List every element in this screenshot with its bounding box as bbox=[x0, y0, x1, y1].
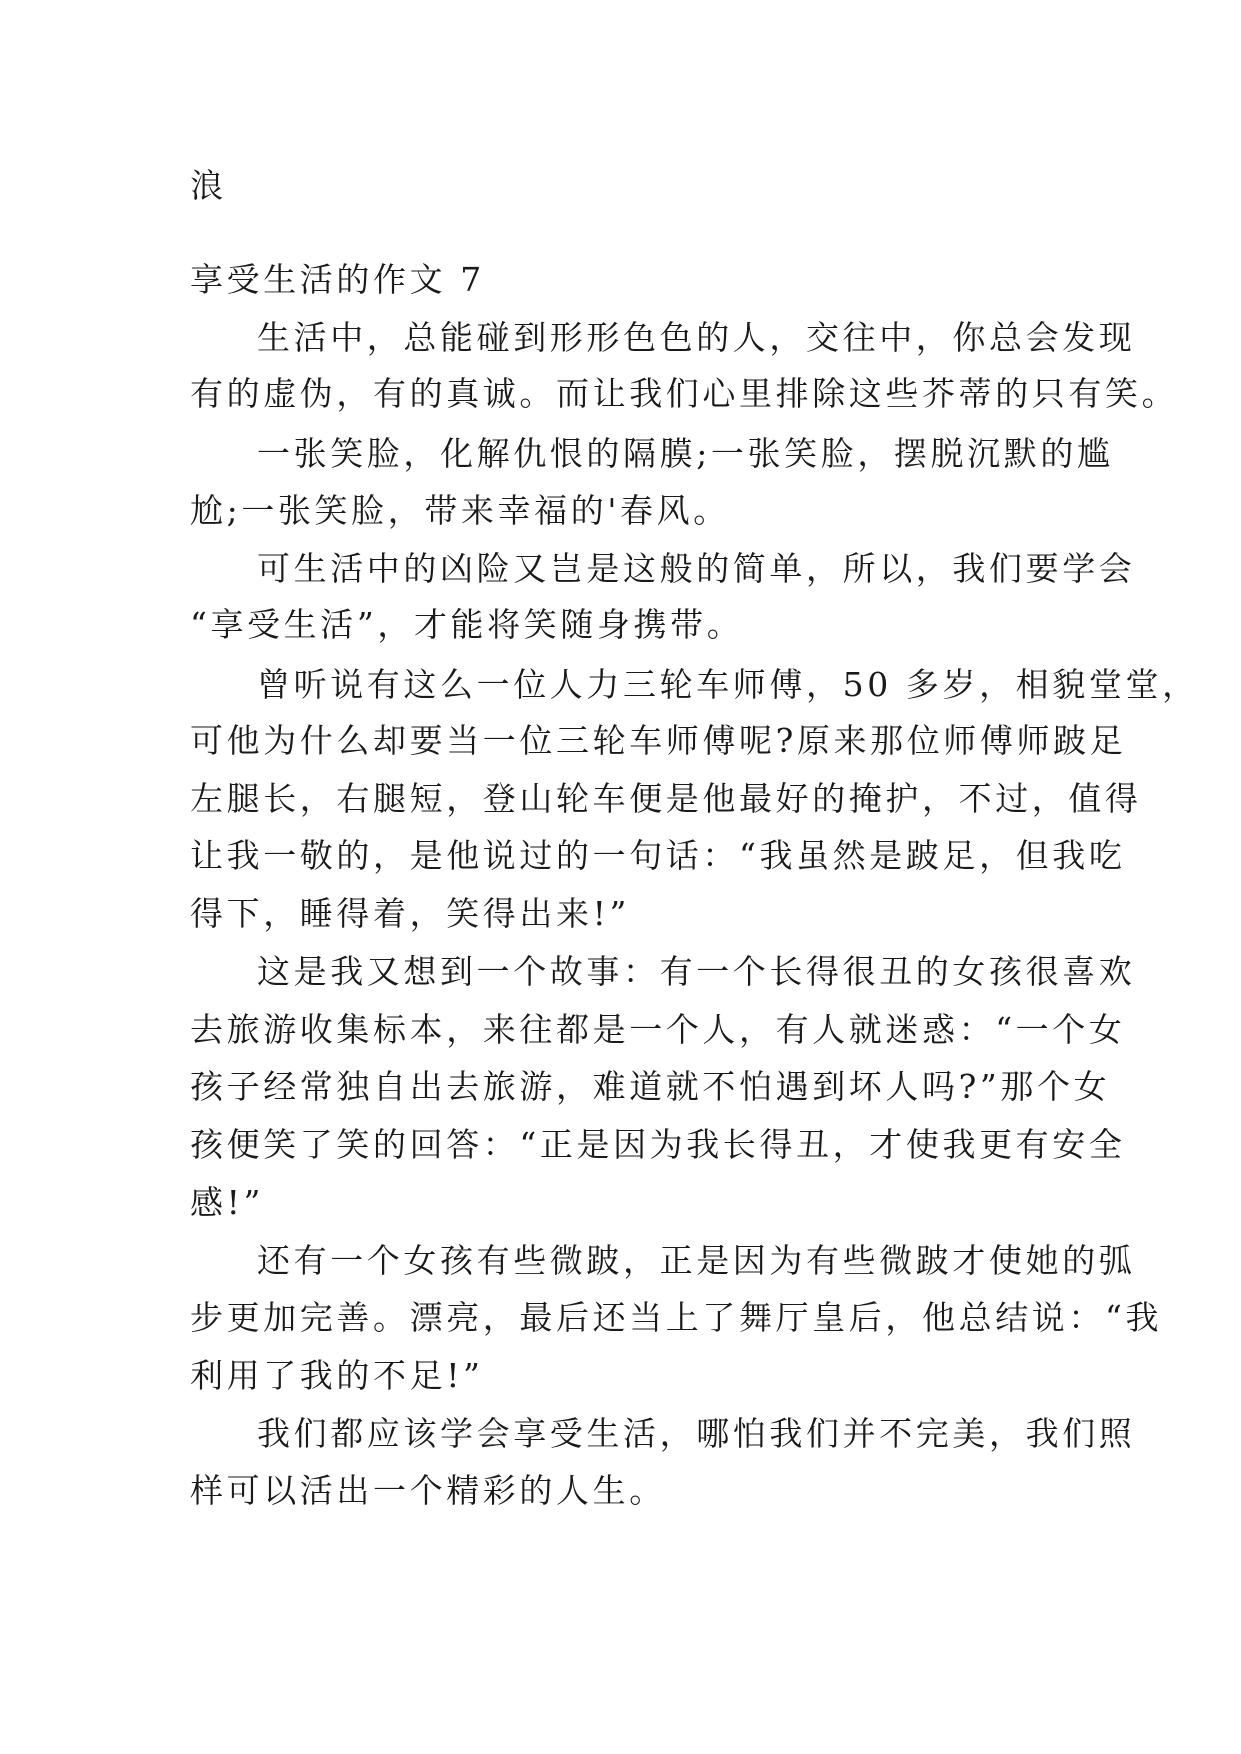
paragraph-2-line-2: 尬;一张笑脸，带来幸福的'春风。 bbox=[190, 491, 730, 530]
essay-title: 享受生活的作文 7 bbox=[190, 260, 485, 299]
paragraph-1-line-1: 生活中，总能碰到形形色色的人，交往中，你总会发现 bbox=[257, 318, 1136, 357]
paragraph-4-line-2: 可他为什么却要当一位三轮车师傅呢?原来那位师傅师跛足 bbox=[190, 721, 1127, 760]
paragraph-5-line-4: 孩便笑了笑的回答：“正是因为我长得丑，才使我更有安全 bbox=[190, 1125, 1126, 1164]
paragraph-5-line-3: 孩子经常独自出去旅游，难道就不怕遇到坏人吗?”那个女 bbox=[190, 1067, 1111, 1106]
paragraph-3-line-2: “享受生活”，才能将笑随身携带。 bbox=[190, 605, 744, 644]
paragraph-6-line-3: 利用了我的不足!” bbox=[190, 1356, 484, 1395]
paragraph-4-line-1: 曾听说有这么一位人力三轮车师傅，50 多岁，相貌堂堂， bbox=[257, 665, 1199, 704]
paragraph-7-line-1: 我们都应该学会享受生活，哪怕我们并不完美，我们照 bbox=[257, 1414, 1136, 1453]
paragraph-4-line-4: 让我一敬的，是他说过的一句话：“我虽然是跛足，但我吃 bbox=[190, 836, 1126, 875]
paragraph-3-line-1: 可生活中的凶险又岂是这般的简单，所以，我们要学会 bbox=[257, 549, 1136, 588]
paragraph-4-line-3: 左腿长，右腿短，登山轮车便是他最好的掩护，不过，值得 bbox=[190, 779, 1142, 818]
paragraph-5-line-2: 去旅游收集标本，来往都是一个人，有人就迷惑：“一个女 bbox=[190, 1010, 1126, 1049]
text-line-fragment: 浪 bbox=[190, 166, 227, 205]
paragraph-7-line-2: 样可以活出一个精彩的人生。 bbox=[190, 1471, 666, 1510]
paragraph-6-line-1: 还有一个女孩有些微跛，正是因为有些微跛才使她的弧 bbox=[257, 1241, 1136, 1280]
paragraph-2-line-1: 一张笑脸，化解仇恨的隔膜;一张笑脸，摆脱沉默的尴 bbox=[257, 434, 1114, 473]
paragraph-5-line-5: 感!” bbox=[190, 1183, 264, 1222]
paragraph-5-line-1: 这是我又想到一个故事：有一个长得很丑的女孩很喜欢 bbox=[257, 952, 1136, 991]
paragraph-6-line-2: 步更加完善。漂亮，最后还当上了舞厅皇后，他总结说：“我 bbox=[190, 1298, 1163, 1337]
paragraph-1-line-2: 有的虚伪，有的真诚。而让我们心里排除这些芥蒂的只有笑。 bbox=[190, 374, 1179, 413]
paragraph-4-line-5: 得下，睡得着，笑得出来!” bbox=[190, 894, 630, 933]
